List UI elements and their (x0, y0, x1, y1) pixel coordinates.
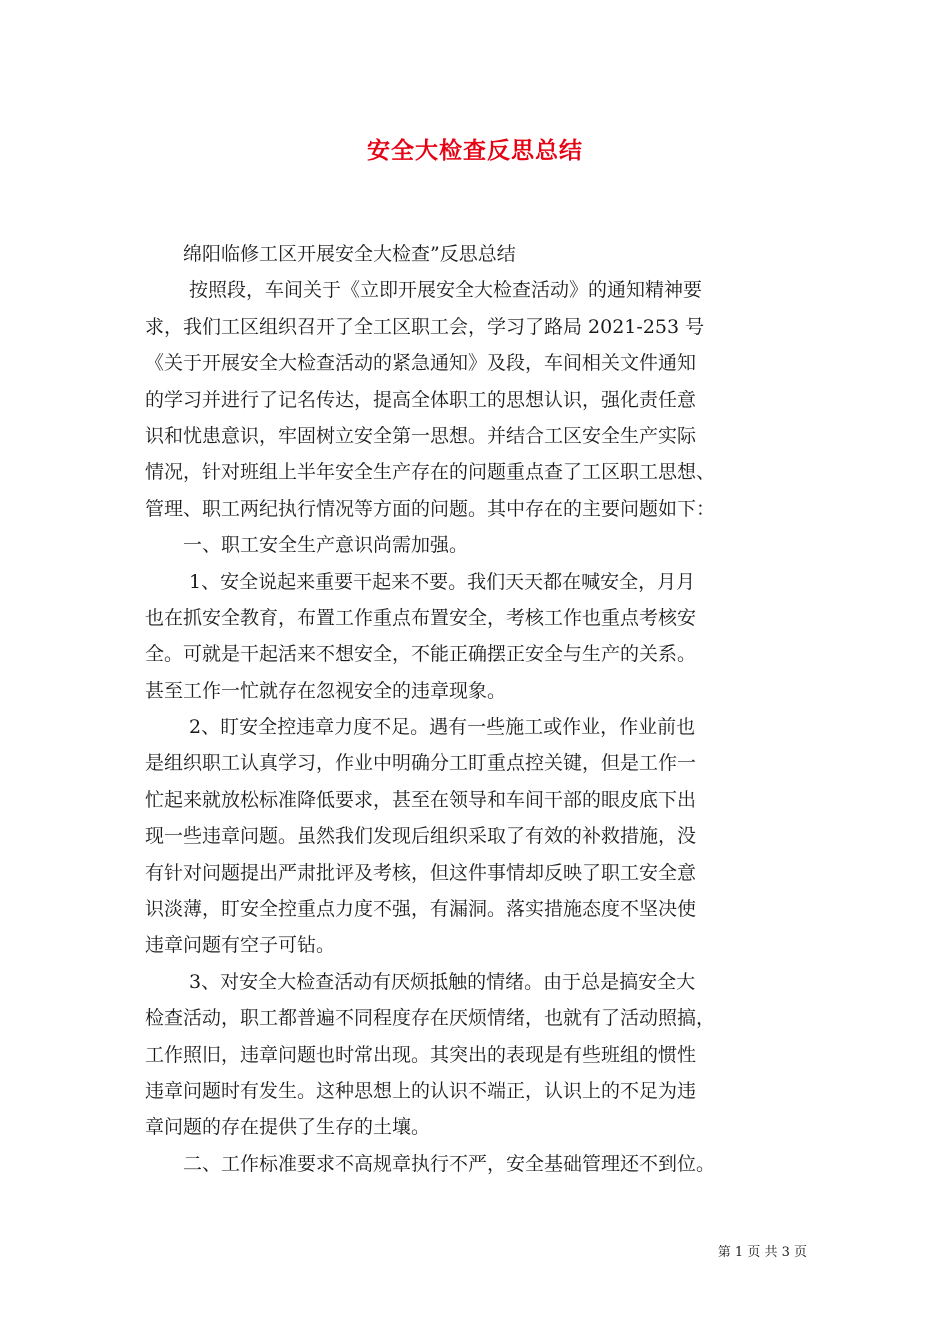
page-number: 第 1 页 共 3 页 (717, 1245, 807, 1260)
section-heading: 二、工作标准要求不高规章执行不严，安全基础管理还不到位。 (145, 1152, 716, 1175)
body-line: 情况，针对班组上半年安全生产存在的问题重点查了工区职工思想、 (145, 461, 716, 484)
body-line: 工作照旧，违章问题也时常出现。其突出的表现是有些班组的惯性 (145, 1043, 697, 1066)
body-line: 是组织职工认真学习，作业中明确分工盯重点控关键，但是工作一 (145, 752, 697, 775)
document-title: 安全大检查反思总结 (367, 137, 583, 164)
body-line: 2、盯安全控违章力度不足。遇有一些施工或作业，作业前也 (145, 716, 696, 739)
body-line: 1、安全说起来重要干起来不要。我们天天都在喊安全，月月 (145, 570, 696, 593)
body-line: 《关于开展安全大检查活动的紧急通知》及段，车间相关文件通知 (145, 352, 697, 375)
body-line: 按照段，车间关于《立即开展安全大检查活动》的通知精神要 (145, 279, 703, 302)
body-line: 忙起来就放松标准降低要求，甚至在领导和车间干部的眼皮底下出 (145, 788, 697, 811)
body-line: 检查活动，职工都普遍不同程度存在厌烦情绪，也就有了活动照搞， (145, 1007, 716, 1030)
document-body (145, 236, 827, 1182)
body-line: 违章问题时有发生。这种思想上的认识不端正，认识上的不足为违 (145, 1079, 697, 1102)
body-line: 也在抓安全教育，布置工作重点布置安全，考核工作也重点考核安 (145, 606, 697, 629)
body-line: 求，我们工区组织召开了全工区职工会，学习了路局 2021-253 号 (145, 315, 705, 338)
body-line: 违章问题有空子可钻。 (145, 934, 336, 957)
body-line: 3、对安全大检查活动有厌烦抵触的情绪。由于总是搞安全大 (145, 970, 696, 993)
body-line: 管理、职工两纪执行情况等方面的问题。其中存在的主要问题如下： (145, 497, 716, 520)
body-line: 有针对问题提出严肃批评及考核，但这件事情却反映了职工安全意 (145, 861, 697, 884)
section-heading: 一、职工安全生产意识尚需加强。 (145, 534, 469, 557)
body-line: 绵阳临修工区开展安全大检查”反思总结 (145, 243, 516, 265)
body-line: 识淡薄，盯安全控重点力度不强，有漏洞。落实措施态度不坚决使 (145, 898, 697, 921)
body-line: 章问题的存在提供了生存的土壤。 (145, 1116, 431, 1139)
body-line: 识和忧患意识，牢固树立安全第一思想。并结合工区安全生产实际 (145, 424, 697, 447)
body-line: 现一些违章问题。虽然我们发现后组织采取了有效的补救措施，没 (145, 825, 697, 848)
body-line: 甚至工作一忙就存在忽视安全的违章现象。 (145, 679, 507, 702)
body-line: 全。可就是干起活来不想安全，不能正确摆正安全与生产的关系。 (145, 643, 697, 666)
body-line: 的学习并进行了记名传达，提高全体职工的思想认识，强化责任意 (145, 388, 697, 411)
